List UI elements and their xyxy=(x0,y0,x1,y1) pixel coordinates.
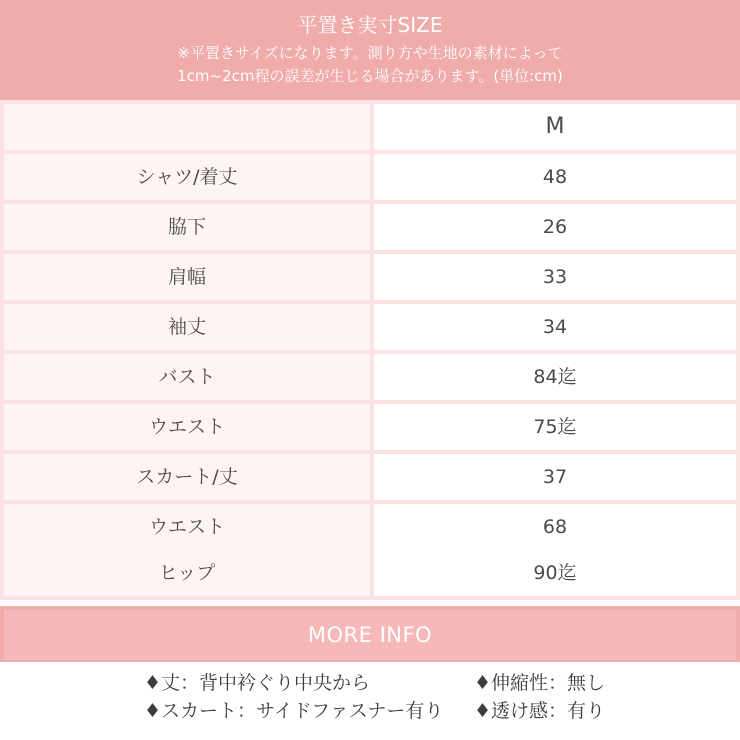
table-row xyxy=(4,454,736,500)
table-row xyxy=(4,204,736,250)
row-label: ウエスト xyxy=(4,504,370,550)
info-item-sheerness: ♦透け感：有り xyxy=(474,700,606,722)
size-title: 平置き実寸SIZE xyxy=(297,13,443,37)
row-value: 68 xyxy=(374,504,736,550)
row-label: 袖丈 xyxy=(4,304,370,350)
measurement-note-line-2: 1cm~2cm程の誤差が生じる場合があります。(単位:cm) xyxy=(177,67,563,85)
row-value: 84迄 xyxy=(374,354,736,400)
header-empty-cell xyxy=(4,104,370,150)
info-item-length: ♦丈：背中衿ぐり中央から xyxy=(144,672,371,694)
row-label: ウエスト xyxy=(4,404,370,450)
row-label: 肩幅 xyxy=(4,254,370,300)
row-value: 33 xyxy=(374,254,736,300)
row-value: 26 xyxy=(374,204,736,250)
table-row xyxy=(4,354,736,400)
measurement-note xyxy=(0,42,740,88)
table-row xyxy=(4,254,736,300)
row-label: シャツ/着丈 xyxy=(4,154,370,200)
row-value: 75迄 xyxy=(374,404,736,450)
table-row xyxy=(4,550,736,596)
table-row xyxy=(4,304,736,350)
more-info-title: MORE INFO xyxy=(4,610,736,660)
row-label: スカート/丈 xyxy=(4,454,370,500)
info-item-skirt: ♦スカート：サイドファスナー有り xyxy=(144,700,444,722)
row-label: バスト xyxy=(4,354,370,400)
row-label: 脇下 xyxy=(4,204,370,250)
size-column-header: M xyxy=(374,104,736,150)
size-table xyxy=(0,100,740,600)
row-value: 90迄 xyxy=(374,550,736,596)
table-header-row xyxy=(4,104,736,150)
measurement-note-line-1: ※平置きサイズになります。測り方や生地の素材によって xyxy=(177,44,563,62)
more-info-bar xyxy=(0,606,740,662)
row-value: 48 xyxy=(374,154,736,200)
row-label: ヒップ xyxy=(4,550,370,596)
row-value: 34 xyxy=(374,304,736,350)
size-header xyxy=(0,0,740,100)
table-row xyxy=(4,504,736,550)
more-info-body xyxy=(0,662,740,740)
table-row xyxy=(4,154,736,200)
info-item-stretch: ♦伸縮性：無し xyxy=(474,672,606,694)
table-row xyxy=(4,404,736,450)
row-value: 37 xyxy=(374,454,736,500)
